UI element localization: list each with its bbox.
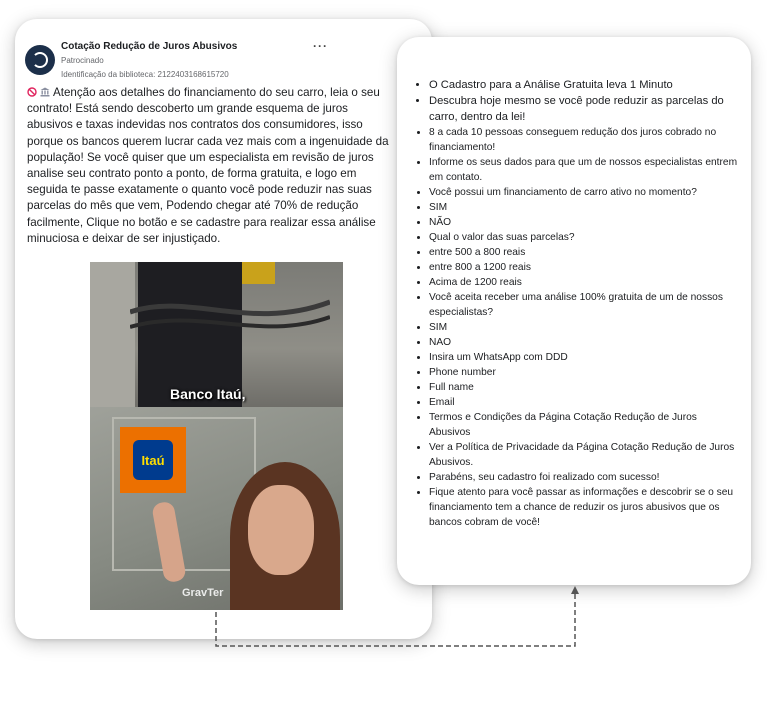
ad-body-text [27, 85, 395, 247]
page-name[interactable]: Cotação Redução de Juros Abusivos [61, 41, 238, 52]
more-options-button[interactable]: ··· [313, 39, 328, 53]
video-watermark: GravTer [182, 587, 224, 599]
form-item: • Você possui um financiamento de carro ativo no momento? [429, 185, 739, 200]
video-caption: Banco Itaú, [170, 386, 246, 402]
ad-body-copy: Atenção aos detalhes do financiamento do seu carro, leia o seu contrato! Está sendo descoberto um grande esquema de juros abusivos e taxas indevidas nos contratos dos consumidores, isso porque os bancos querem lucrar cada vez mais com a ingenuidade da população! Se você quiser que um especialista em revisão de juros analise seu contrato ponto a ponto, de forma gratuita, e logo em seguida te passe exatamente o quanto você pode reduzir nas suas parcelas do mês que vem, Podendo chegar até 70% de redução facilmente, Clique no botão e se cadastre para realizar essa análise minuciosa e deixar de ser injustiçado. [27, 86, 389, 245]
form-item: • NÃO [429, 215, 739, 230]
form-item-list [417, 77, 739, 530]
video-frame-bottom [90, 407, 343, 610]
form-item: • NAO [429, 335, 739, 350]
form-item: • Fique atento para você passar as informações e descobrir se o seu financiamento tem a chance de reduzir os juros abusivos que os bancos cobram de você! [429, 485, 739, 530]
ad-post-card [15, 19, 432, 639]
lead-form-card [397, 37, 751, 585]
library-id: Identificação da biblioteca: 2122403168615720 [61, 70, 229, 79]
form-item: • Email [429, 395, 739, 410]
form-item: • Descubra hoje mesmo se você pode reduzir as parcelas do carro, dentro da lei! [429, 93, 739, 125]
form-item: • Acima de 1200 reais [429, 275, 739, 290]
page-avatar[interactable] [25, 45, 55, 75]
sponsored-label: Patrocinado [61, 56, 104, 65]
form-item: • O Cadastro para a Análise Gratuita leva 1 Minuto [429, 77, 739, 93]
form-item: • Qual o valor das suas parcelas? [429, 230, 739, 245]
form-item: • entre 800 a 1200 reais [429, 260, 739, 275]
form-item: • SIM [429, 320, 739, 335]
form-item: • Ver a Política de Privacidade da Página Cotação Redução de Juros Abusivos. [429, 440, 739, 470]
cable-graphic [130, 282, 330, 342]
ad-video[interactable] [90, 262, 343, 610]
form-item: • Termos e Condições da Página Cotação Redução de Juros Abusivos [429, 410, 739, 440]
prohibited-icon [27, 87, 37, 97]
video-frame-top [90, 262, 343, 407]
form-item: • entre 500 a 800 reais [429, 245, 739, 260]
form-item: • Insira um WhatsApp com DDD [429, 350, 739, 365]
form-item: • Parabéns, seu cadastro foi realizado com sucesso! [429, 470, 739, 485]
form-item: • Você aceita receber uma análise 100% gratuita de um de nossos especialistas? [429, 290, 739, 320]
form-item: • SIM [429, 200, 739, 215]
form-item: • 8 a cada 10 pessoas conseguem redução dos juros cobrado no financiamento! [429, 125, 739, 155]
itau-logo [120, 427, 186, 493]
form-item: • Full name [429, 380, 739, 395]
arrow-head-icon [571, 586, 579, 594]
presenter-face [248, 485, 314, 575]
itau-logo-text: Itaú [133, 440, 173, 480]
form-item: • Informe os seus dados para que um de nossos especialistas entrem em contato. [429, 155, 739, 185]
bank-icon [40, 87, 50, 97]
form-item: • Phone number [429, 365, 739, 380]
logo-icon [32, 52, 48, 68]
